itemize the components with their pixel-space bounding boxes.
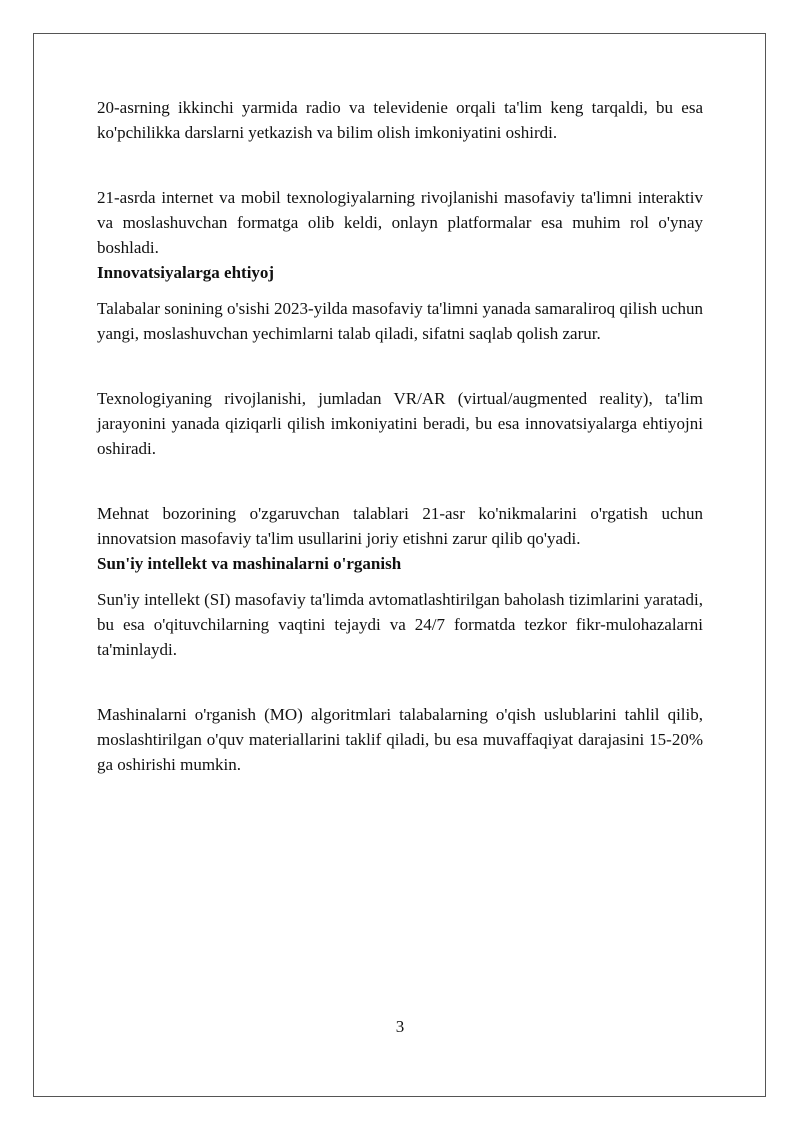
page-number: 3 xyxy=(395,1017,405,1036)
paragraph-student-growth: Talabalar sonining o'sishi 2023-yilda masofaviy ta'limni yanada samaraliroq qilish uchun yangi, moslashuvchan yechimlarni talab qiladi, sifatni saqlab qolish zarur. xyxy=(97,299,703,343)
paragraph-ml-algorithms: Mashinalarni o'rganish (MO) algoritmlari talabalarning o'qish uslublarini tahlil qilib, moslashtirilgan o'quv materiallarini taklif qiladi, bu esa muvaffaqiyat darajasini 15-20% ga oshirishi mumkin. xyxy=(97,705,703,774)
paragraph-vr-ar: Texnologiyaning rivojlanishi, jumladan VR/AR (virtual/augmented reality), ta'lim jarayonini yanada qiziqarli qilish imkoniyatini beradi, bu esa innovatsiyalarga ehtiyojni oshiradi. xyxy=(97,389,703,458)
paragraph-labor-market: Mehnat bozorining o'zgaruvchan talablari 21-asr ko'nikmalarini o'rgatish uchun innovatsion masofaviy ta'lim usullarini joriy etishni zarur qilib qo'yadi. xyxy=(97,504,703,548)
paragraph-internet-mobile: 21-asrda internet va mobil texnologiyalarning rivojlanishi masofaviy ta'limni interaktiv va moslashuvchan formatga olib keldi, onlayn platformalar esa muhim rol o'ynay boshladi. xyxy=(97,188,703,257)
paragraph-ai-assessment: Sun'iy intellekt (SI) masofaviy ta'limda avtomatlashtirilgan baholash tizimlarini yaratadi, bu esa o'qituvchilarning vaqtini tejaydi va 24/7 formatda tezkor fikr-mulohazalarni ta'minlaydi. xyxy=(97,590,703,659)
document-body xyxy=(97,95,703,777)
section-heading-innovations: Innovatsiyalarga ehtiyoj xyxy=(97,263,275,282)
section-heading-ai-ml: Sun'iy intellekt va mashinalarni o'rganish xyxy=(97,554,402,573)
paragraph-radio-tv: 20-asrning ikkinchi yarmida radio va televidenie orqali ta'lim keng tarqaldi, bu esa ko'pchilikka darslarni yetkazish va bilim olish imkoniyatini oshirdi. xyxy=(97,98,703,142)
